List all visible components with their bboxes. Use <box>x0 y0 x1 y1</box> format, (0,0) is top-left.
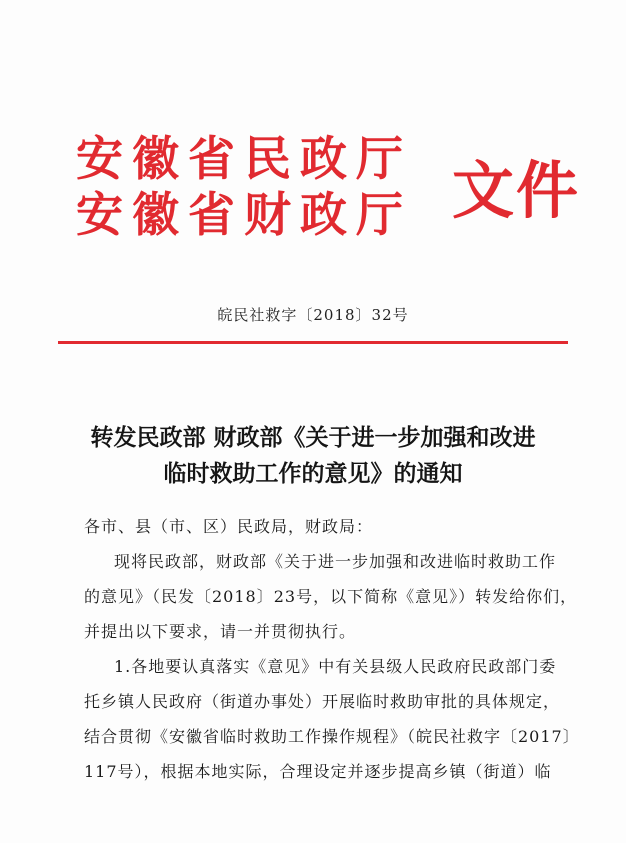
document-number: 皖民社救字〔2018〕32号 <box>217 306 409 324</box>
body-line-1: 现将民政部，财政部《关于进一步加强和改进临时救助工作 <box>114 552 557 571</box>
document-title-line-1: 转发民政部 财政部《关于进一步加强和改进 <box>90 424 536 451</box>
document-title-line-2: 临时救助工作的意见》的通知 <box>163 460 463 487</box>
issuer-line-civil-affairs: 安徽省民政厅 <box>76 132 412 187</box>
issuer-line-finance: 安徽省财政厅 <box>76 188 412 243</box>
body-line-6: 结合贯彻《安徽省临时救助工作操作规程》（皖民社救字〔2017〕 <box>84 727 580 746</box>
issuer-document-suffix: 文件 <box>452 154 581 227</box>
body-line-4: 1.各地要认真落实《意见》中有关县级人民政府民政部门委 <box>114 657 557 676</box>
body-line-7: 117号），根据本地实际，合理设定并逐步提高乡镇（街道）临 <box>84 762 552 781</box>
body-line-3: 并提出以下要求，请一并贯彻执行。 <box>84 622 357 641</box>
body-line-5: 托乡镇人民政府（街道办事处）开展临时救助审批的具体规定， <box>84 692 561 711</box>
issuer-header <box>76 132 581 246</box>
body-line-2: 的意见》（民发〔2018〕23号，以下简称《意见》）转发给你们， <box>84 587 578 606</box>
addressee-line: 各市、县（市、区）民政局，财政局： <box>84 517 374 536</box>
red-separator-line <box>58 341 568 344</box>
